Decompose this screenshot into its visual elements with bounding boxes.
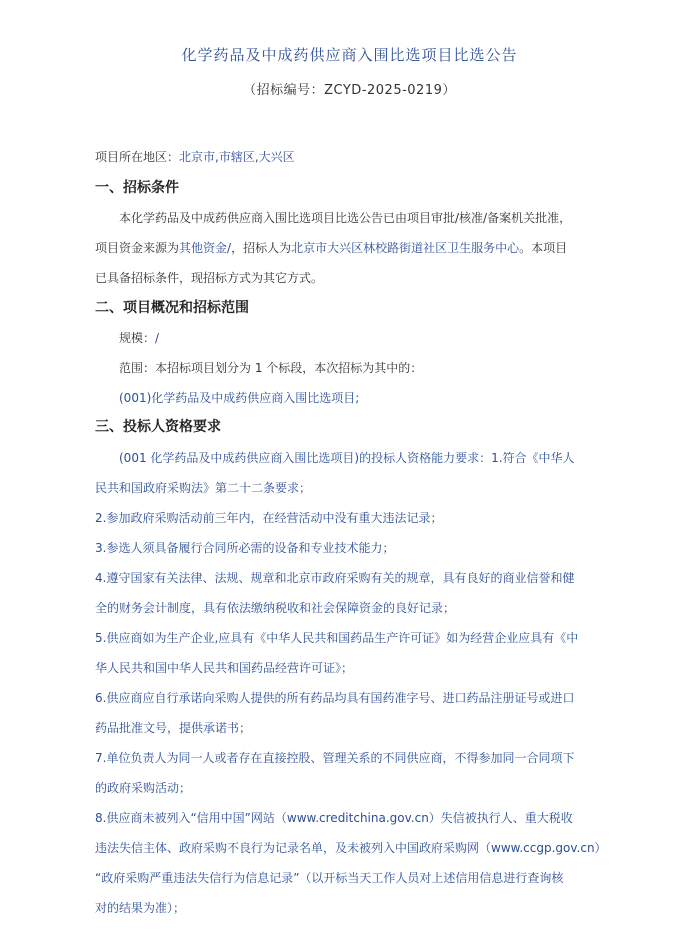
conditions-line-1: 本化学药品及中成药供应商入围比选项目比选公告已由项目审批/核准/备案机关批准， bbox=[119, 211, 572, 225]
conditions-line-2 bbox=[95, 239, 635, 256]
region-value: 北京市,市辖区,大兴区 bbox=[179, 150, 295, 164]
req-7-line-2: 的政府采购活动； bbox=[95, 781, 192, 795]
req-5-line-1: 5.供应商如为生产企业,应具有《中华人民共和国药品生产许可证》如为经营企业应具有《中 bbox=[95, 631, 579, 645]
req-3-line: 3.参选人须具备履行合同所必需的设备和专业技术能力； bbox=[95, 541, 395, 555]
scale-value: / bbox=[155, 331, 160, 345]
req-4-line-2: 全的财务会计制度，具有依法缴纳税收和社会保障资金的良好记录； bbox=[95, 601, 456, 615]
tenderer-name: 北京市大兴区林校路街道社区卫生服务中心 bbox=[291, 241, 520, 255]
req-6-line-1: 6.供应商应自行承诺向采购人提供的所有药品均具有国药准字号、进口药品注册证号或进口 bbox=[95, 691, 575, 705]
req-7-line-1: 7.单位负责人为同一人或者存在直接控股、管理关系的不同供应商，不得参加同一合同项下 bbox=[95, 751, 575, 765]
scale-label: 规模： bbox=[119, 331, 156, 345]
req-1-line-1: (001 化学药品及中成药供应商入围比选项目)的投标人资格能力要求：1.符合《中华人 bbox=[119, 451, 575, 465]
section-heading-qualifications: 三、投标人资格要求 bbox=[95, 419, 221, 435]
req-5-line-2: 华人民共和国中华人民共和国药品经营许可证》； bbox=[95, 661, 354, 675]
section-heading-overview: 二、项目概况和招标范围 bbox=[95, 300, 249, 316]
region-label: 项目所在地区： bbox=[95, 150, 180, 164]
req-4-line-1: 4.遵守国家有关法律、法规、规章和北京市政府采购有关的规章，具有良好的商业信誉和健 bbox=[95, 571, 575, 585]
req-8-line-1: 8.供应商未被列入“信用中国”网站（www.creditchina.gov.cn）失信被执行人、重大税收 bbox=[95, 811, 573, 825]
conditions-line-3: 已具备招标条件，现招标方式为其它方式。 bbox=[95, 271, 324, 285]
scale-line bbox=[119, 329, 659, 346]
req-8-line-3: “政府采购严重违法失信行为信息记录”（以开标当天工作人员对上述信用信息进行查询核 bbox=[95, 871, 564, 885]
req-1-line-2: 民共和国政府采购法》第二十二条要求； bbox=[95, 481, 312, 495]
project-region bbox=[95, 148, 295, 165]
funding-label: 项目资金来源为 bbox=[95, 241, 180, 255]
conditions-line-2-end: 。本项目 bbox=[519, 241, 568, 255]
funding-source: 其他资金/ bbox=[179, 241, 232, 255]
req-6-line-2: 药品批准文号，提供承诺书； bbox=[95, 721, 252, 735]
req-8-line-4: 对的结果为准）； bbox=[95, 901, 186, 915]
scope-line: 范围：本招标项目划分为 1 个标段，本次招标为其中的： bbox=[119, 361, 423, 375]
tender-number: （招标编号：ZCYD-2025-0219） bbox=[243, 83, 456, 98]
tenderer-label: ，招标人为 bbox=[231, 241, 292, 255]
req-2-line: 2.参加政府采购活动前三年内，在经营活动中没有重大违法记录； bbox=[95, 511, 443, 525]
page-title: 化学药品及中成药供应商入围比选项目比选公告 bbox=[181, 46, 518, 64]
lot-line: (001)化学药品及中成药供应商入围比选项目; bbox=[119, 391, 360, 405]
section-heading-conditions: 一、招标条件 bbox=[95, 180, 179, 196]
req-8-line-2: 违法失信主体、政府采购不良行为记录名单，及未被列入中国政府采购网（www.ccgp.gov.cn） bbox=[95, 841, 607, 855]
